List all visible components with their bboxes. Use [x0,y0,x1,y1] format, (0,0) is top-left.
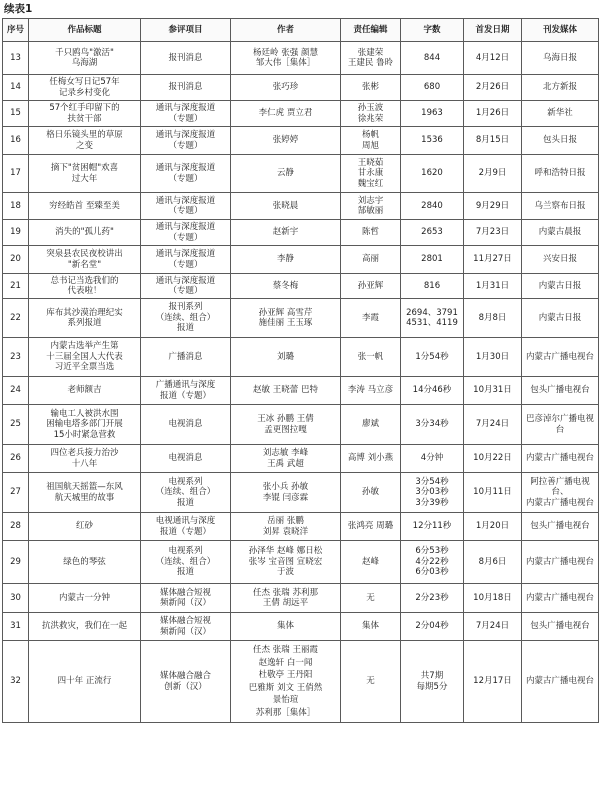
cell-editor: 孙玉波 徐兆荣 [341,101,401,127]
cell-category: 媒体融合短视 频新闻（汉） [141,584,231,613]
cell-words: 816 [401,274,464,299]
cell-no: 22 [3,299,29,338]
header-row [3,19,599,42]
awards-table [2,18,599,723]
cell-date: 11月27日 [464,246,522,274]
cell-author: 蔡冬梅 [231,274,341,299]
cell-title: 抗洪救灾，我们在一起 [29,613,141,641]
cell-editor: 无 [341,584,401,613]
cell-words: 6分53秒 4分22秒 6分03秒 [401,541,464,584]
cell-media: 巴彦淖尔广播电视台 [522,405,599,445]
cell-no: 29 [3,541,29,584]
cell-media: 内蒙古日报 [522,274,599,299]
cell-date: 2月26日 [464,75,522,101]
cell-title: 绿色的琴弦 [29,541,141,584]
cell-words: 680 [401,75,464,101]
header-author: 作者 [231,19,341,42]
cell-title: 四位老兵接力治沙 十八年 [29,445,141,473]
cell-editor: 无 [341,641,401,723]
cell-title: 消失的"孤儿药" [29,220,141,246]
cell-category: 电视系列 （连续、组合） 报道 [141,473,231,513]
table-row [3,445,599,473]
cell-no: 24 [3,377,29,405]
cell-words: 4分钟 [401,445,464,473]
cell-words: 3分54秒 3分03秒 3分39秒 [401,473,464,513]
cell-words: 2分23秒 [401,584,464,613]
cell-date: 4月12日 [464,42,522,75]
header-words: 字数 [401,19,464,42]
cell-media: 呼和浩特日报 [522,155,599,193]
cell-editor: 孙亚辉 [341,274,401,299]
table-row [3,274,599,299]
cell-words: 1分54秒 [401,338,464,377]
cell-title: 突泉县农民夜校讲出 "新名堂" [29,246,141,274]
cell-media: 内蒙古广播电视台 [522,584,599,613]
table-row [3,584,599,613]
cell-media: 阿拉善广播电视台、 内蒙古广播电视台 [522,473,599,513]
cell-date: 7月23日 [464,220,522,246]
table-row [3,42,599,75]
cell-no: 21 [3,274,29,299]
cell-date: 10月31日 [464,377,522,405]
cell-title: 格日乐镜头里的草原 之变 [29,127,141,155]
cell-category: 广播通讯与深度 报道（专题） [141,377,231,405]
cell-author: 赵敏 王晓蕾 巴特 [231,377,341,405]
cell-author: 刘志敏 李峰 王禹 武超 [231,445,341,473]
cell-date: 1月31日 [464,274,522,299]
cell-title: 总书记当选我们的 代表啦！ [29,274,141,299]
cell-no: 32 [3,641,29,723]
cell-author: 李静 [231,246,341,274]
cell-category: 报刊消息 [141,75,231,101]
cell-author: 杨廷岭 张强 颜慧 邹大伟［集体］ [231,42,341,75]
table-row [3,299,599,338]
table-row [3,75,599,101]
cell-editor: 李涛 马立彦 [341,377,401,405]
cell-date: 7月24日 [464,613,522,641]
cell-editor: 张建荣 王建民 鲁昤 [341,42,401,75]
cell-author: 孙泽华 赵峰 娜日松 张岑 宝音图 宣晓宏 于波 [231,541,341,584]
cell-media: 兴安日报 [522,246,599,274]
cell-author: 张晓晨 [231,193,341,220]
cell-editor: 李霞 [341,299,401,338]
cell-editor: 张鸿亮 周璐 [341,513,401,541]
cell-title: 祖国航天摇篮—东风 航天城里的故事 [29,473,141,513]
table-row [3,155,599,193]
cell-date: 1月20日 [464,513,522,541]
cell-author: 赵新宇 [231,220,341,246]
cell-author: 张巧珍 [231,75,341,101]
cell-editor: 王晓茹 甘永康 魏宝红 [341,155,401,193]
cell-title: 内蒙古选举产生第 十三届全国人大代表 习近平全票当选 [29,338,141,377]
cell-editor: 刘志宇 郜敏丽 [341,193,401,220]
cell-category: 通讯与深度报道 （专题） [141,193,231,220]
cell-media: 内蒙古广播电视台 [522,445,599,473]
cell-title: 57个红手印留下的 扶贫干部 [29,101,141,127]
cell-title: 四十年 正流行 [29,641,141,723]
cell-author: 岳丽 张鹏 刘昇 袁晓洋 [231,513,341,541]
cell-category: 通讯与深度报道 （专题） [141,246,231,274]
table-row [3,513,599,541]
cell-date: 10月22日 [464,445,522,473]
cell-editor: 廖斌 [341,405,401,445]
cell-title: 摘下"贫困帽"欢喜 过大年 [29,155,141,193]
table-row [3,613,599,641]
cell-editor: 高丽 [341,246,401,274]
cell-category: 通讯与深度报道 （专题） [141,127,231,155]
cell-words: 2840 [401,193,464,220]
cell-no: 31 [3,613,29,641]
cell-words: 1536 [401,127,464,155]
cell-category: 通讯与深度报道 （专题） [141,101,231,127]
cell-title: 穷经皓首 至臻至美 [29,193,141,220]
table-row [3,193,599,220]
cell-words: 1620 [401,155,464,193]
cell-media: 内蒙古日报 [522,299,599,338]
cell-date: 10月11日 [464,473,522,513]
cell-date: 8月8日 [464,299,522,338]
cell-media: 乌兰察布日报 [522,193,599,220]
cell-media: 内蒙古晨报 [522,220,599,246]
cell-media: 新华社 [522,101,599,127]
table-row [3,246,599,274]
cell-author: 任杰 张瑞 苏利那 王倩 胡远平 [231,584,341,613]
cell-title: 内蒙古一分钟 [29,584,141,613]
cell-date: 8月6日 [464,541,522,584]
cell-editor: 集体 [341,613,401,641]
cell-words: 12分11秒 [401,513,464,541]
header-media: 刊发媒体 [522,19,599,42]
cell-editor: 杨帆 周旭 [341,127,401,155]
table-row [3,127,599,155]
cell-category: 报刊系列 （连续、组合） 报道 [141,299,231,338]
cell-words: 3分34秒 [401,405,464,445]
table-row [3,101,599,127]
cell-media: 内蒙古广播电视台 [522,541,599,584]
cell-no: 28 [3,513,29,541]
cell-editor: 陈哲 [341,220,401,246]
cell-date: 10月18日 [464,584,522,613]
cell-no: 30 [3,584,29,613]
cell-author: 刘璐 [231,338,341,377]
cell-title: 红砂 [29,513,141,541]
cell-date: 8月15日 [464,127,522,155]
cell-no: 25 [3,405,29,445]
cell-words: 共7期 每期5分 [401,641,464,723]
cell-words: 2653 [401,220,464,246]
cell-no: 20 [3,246,29,274]
cell-category: 报刊消息 [141,42,231,75]
header-title: 作品标题 [29,19,141,42]
cell-no: 14 [3,75,29,101]
cell-no: 13 [3,42,29,75]
cell-category: 媒体融合短视 频新闻（汉） [141,613,231,641]
cell-media: 乌海日报 [522,42,599,75]
cell-no: 17 [3,155,29,193]
cell-author: 李仁虎 贾立君 [231,101,341,127]
cell-media: 包头日报 [522,127,599,155]
cell-editor: 孙敏 [341,473,401,513]
header-no: 序号 [3,19,29,42]
cell-date: 7月24日 [464,405,522,445]
table-row [3,220,599,246]
cell-author: 张婷婷 [231,127,341,155]
cell-author: 张小兵 孙敏 李锟 闫彦霖 [231,473,341,513]
cell-category: 电视通讯与深度 报道（专题） [141,513,231,541]
cell-editor: 张彬 [341,75,401,101]
cell-no: 27 [3,473,29,513]
cell-title: 输电工人被洪水围 困输电塔多部门开展 15小时紧急营救 [29,405,141,445]
cell-no: 19 [3,220,29,246]
cell-no: 23 [3,338,29,377]
cell-media: 包头广播电视台 [522,377,599,405]
table-row [3,541,599,584]
cell-words: 2694、3791 4531、4119 [401,299,464,338]
cell-no: 26 [3,445,29,473]
table-row [3,377,599,405]
cell-editor: 高博 刘小燕 [341,445,401,473]
cell-category: 广播消息 [141,338,231,377]
cell-no: 16 [3,127,29,155]
table-row [3,641,599,723]
cell-category: 通讯与深度报道 （专题） [141,155,231,193]
cell-date: 1月26日 [464,101,522,127]
cell-media: 北方新报 [522,75,599,101]
cell-title: 千只鸥鸟"激活" 乌海湖 [29,42,141,75]
cell-no: 15 [3,101,29,127]
cell-category: 通讯与深度报道 （专题） [141,220,231,246]
cell-media: 内蒙古广播电视台 [522,641,599,723]
cell-title: 老师额吉 [29,377,141,405]
cell-date: 2月9日 [464,155,522,193]
header-date: 首发日期 [464,19,522,42]
cell-media: 包头广播电视台 [522,613,599,641]
table-caption: 续表1 [4,3,33,15]
cell-category: 通讯与深度报道 （专题） [141,274,231,299]
cell-author: 王冰 孙鹏 王倩 孟更图拉嘎 [231,405,341,445]
table-row [3,473,599,513]
cell-category: 电视消息 [141,445,231,473]
cell-title: 库布其沙漠治理纪实 系列报道 [29,299,141,338]
cell-no: 18 [3,193,29,220]
cell-author: 任杰 张瑞 王丽霞 赵逸轩 白一闻 杜敬亭 王丹阳 巴雅斯 刘文 王俏然 景怡瑄 苏利那［集体］ [231,641,341,723]
table-row [3,405,599,445]
header-category: 参评项目 [141,19,231,42]
cell-editor: 张一帆 [341,338,401,377]
cell-media: 内蒙古广播电视台 [522,338,599,377]
cell-media: 包头广播电视台 [522,513,599,541]
cell-editor: 赵峰 [341,541,401,584]
cell-date: 1月30日 [464,338,522,377]
cell-words: 14分46秒 [401,377,464,405]
cell-category: 媒体融合融合 创新（汉） [141,641,231,723]
cell-date: 12月17日 [464,641,522,723]
cell-category: 电视消息 [141,405,231,445]
table-row [3,338,599,377]
cell-author: 集体 [231,613,341,641]
cell-title: 任梅女写日记57年 记录乡村变化 [29,75,141,101]
cell-author: 云静 [231,155,341,193]
cell-category: 电视系列 （连续、组合） 报道 [141,541,231,584]
cell-author: 孙亚辉 高雪芹 施佳丽 王玉琢 [231,299,341,338]
header-editor: 责任编辑 [341,19,401,42]
cell-words: 1963 [401,101,464,127]
cell-words: 844 [401,42,464,75]
cell-date: 9月29日 [464,193,522,220]
cell-words: 2801 [401,246,464,274]
cell-words: 2分04秒 [401,613,464,641]
